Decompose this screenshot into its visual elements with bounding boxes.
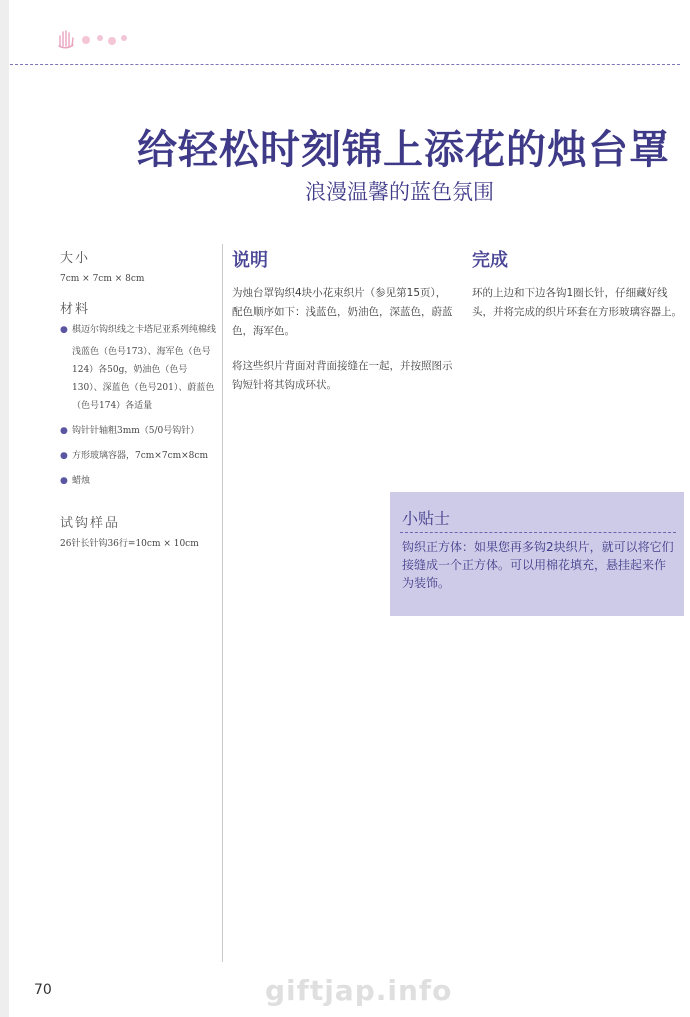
- finishing-heading: 完成: [472, 250, 508, 271]
- materials-list: [60, 321, 218, 490]
- page-subtitle: 浪漫温馨的蓝色氛围: [305, 180, 494, 204]
- bullet-icon: ●: [60, 325, 68, 335]
- bullet-icon: ●: [60, 476, 68, 486]
- gauge-heading: 试钩样品: [60, 516, 121, 531]
- tip-dashed-rule: [400, 532, 676, 533]
- material-container-text: 方形玻璃容器，7cm×7cm×8cm: [72, 451, 208, 461]
- instructions-paragraph-2: 将这些织片背面对背面接缝在一起，并按照图示钩短针将其钩成环状。: [232, 360, 453, 391]
- size-value: 7cm × 7cm × 8cm: [60, 274, 145, 284]
- instructions-paragraph-1: 为烛台罩钩织4块小花束织片（参见第15页），配色顺序如下：浅蓝色，奶油色，深蓝色，蔚蓝色，海军色。: [232, 287, 453, 337]
- tip-text: 钩织正方体：如果您再多钩2块织片，就可以将它们接缝成一个正方体。可以用棉花填充，悬挂起来作为装饰。: [402, 540, 674, 590]
- finishing-column: [472, 246, 684, 338]
- material-yarn-detail: 浅蓝色（色号173）、海军色（色号124）各50g，奶油色（色号130）、深蓝色（色号201）、蔚蓝色（色号174）各适量: [72, 347, 215, 411]
- hand-logo-icon: [56, 26, 136, 50]
- gauge-value: 26针长针钩36行=10cm × 10cm: [60, 539, 199, 549]
- page-number: 70: [34, 982, 52, 998]
- material-candle-text: 蜡烛: [72, 476, 91, 486]
- specs-column: [60, 247, 218, 553]
- watermark: giftjap.info: [265, 974, 453, 1007]
- material-hook-text: 钩针针轴粗3mm（5/0号钩针）: [72, 426, 200, 436]
- materials-heading: 材料: [60, 302, 91, 317]
- bullet-icon: ●: [60, 426, 68, 436]
- material-item-hook: [60, 422, 218, 440]
- tip-box: [390, 492, 684, 616]
- finishing-text: 环的上边和下边各钩1圈长针，仔细藏好线头，并将完成的织片环套在方形玻璃容器上。: [472, 287, 682, 318]
- instructions-heading: 说明: [232, 250, 268, 271]
- material-item-container: [60, 447, 218, 465]
- bullet-icon: ●: [60, 451, 68, 461]
- material-yarn-text: 棋迈尔钩织线之卡塔尼亚系列纯棉线: [72, 325, 217, 335]
- page-title: 给轻松时刻锦上添花的烛台罩: [137, 127, 670, 173]
- tip-heading: 小贴士: [402, 509, 451, 528]
- material-item-candle: [60, 472, 218, 490]
- instructions-column: [232, 246, 456, 411]
- size-heading: 大小: [60, 251, 91, 266]
- material-item-yarn: [60, 321, 218, 415]
- column-divider: [222, 244, 223, 962]
- header-dashed-rule: [10, 64, 680, 65]
